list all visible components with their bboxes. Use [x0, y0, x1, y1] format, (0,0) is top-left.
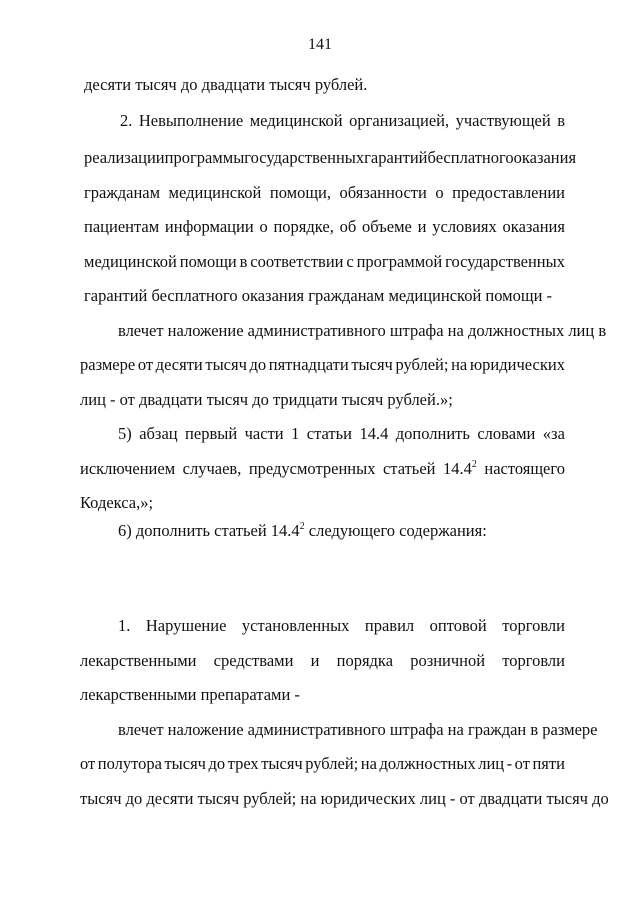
word — [443, 459, 477, 479]
word: десяти — [155, 355, 203, 374]
word: «за — [542, 424, 565, 443]
word: предоставлении — [452, 183, 565, 202]
word: программой — [356, 252, 443, 271]
superscript: 2 — [471, 458, 477, 470]
text-line: влечет наложение административного штрафа на граждан в размере — [118, 720, 598, 739]
word: объеме — [362, 217, 412, 236]
word: трех — [227, 754, 259, 773]
word: программы — [164, 148, 245, 167]
word: тысяч — [261, 754, 303, 773]
text-segment: следующего содержания: — [304, 521, 487, 540]
word: статьи — [306, 424, 352, 443]
word: от — [137, 355, 154, 374]
text-line: Кодекса,»; — [80, 493, 154, 512]
word: правил — [364, 616, 415, 635]
text-line — [84, 183, 565, 203]
word: пациентам — [84, 217, 160, 236]
word: оптовой — [429, 616, 487, 635]
word: 1. — [118, 616, 131, 635]
word: должностных — [379, 754, 476, 773]
text-line: гарантий бесплатного оказания гражданам медицинской помощи - — [84, 286, 553, 305]
word: оказания — [513, 148, 577, 167]
word: размере — [80, 355, 136, 374]
word: части — [244, 424, 284, 443]
text-line: лекарственными препаратами - — [80, 685, 300, 704]
word: лиц — [478, 754, 505, 773]
word: оказания — [502, 217, 565, 236]
text-line — [80, 459, 565, 479]
word: организацией, — [349, 111, 450, 130]
word: медицинской — [168, 183, 262, 202]
text-line — [118, 616, 565, 636]
word: об — [339, 217, 357, 236]
page-number: 141 — [308, 36, 332, 53]
word: от — [80, 754, 96, 773]
word: статьей — [382, 459, 436, 478]
word: 2. — [120, 111, 133, 130]
word: гарантий — [364, 148, 428, 167]
word: рублей; — [305, 754, 359, 773]
word: о — [435, 183, 444, 202]
text-line — [84, 148, 577, 168]
word: 14.4 — [359, 424, 389, 443]
word: реализации — [84, 148, 165, 167]
word: на — [451, 355, 468, 374]
word: юридических — [469, 355, 565, 374]
article-heading — [118, 561, 126, 581]
word: информации — [164, 217, 254, 236]
word: в — [557, 111, 565, 130]
word: 5) — [118, 424, 132, 443]
word: первый — [185, 424, 238, 443]
word: медицинской — [249, 111, 343, 130]
word: порядке, — [273, 217, 334, 236]
word: порядка — [336, 651, 394, 670]
word: средствами — [213, 651, 294, 670]
paragraph-2-line-1 — [120, 111, 565, 131]
word: словами — [477, 424, 536, 443]
word: пяти — [532, 754, 565, 773]
word: тысяч — [351, 355, 393, 374]
word: Невыполнение — [138, 111, 244, 130]
text-line — [80, 651, 565, 671]
word: соответствии — [250, 252, 344, 271]
word: установленных — [241, 616, 350, 635]
text-line — [118, 521, 487, 541]
word: розничной — [410, 651, 486, 670]
word: исключением — [80, 459, 176, 478]
word: лекарственными — [80, 651, 197, 670]
word: настоящего — [484, 459, 565, 478]
word: о — [259, 217, 268, 236]
word: до — [208, 754, 226, 773]
word: дополнить — [395, 424, 470, 443]
text-line — [84, 252, 565, 272]
word: Нарушение — [145, 616, 227, 635]
word: от — [514, 754, 530, 773]
word: помощи — [179, 252, 237, 271]
article-number: 14.4 — [442, 459, 472, 478]
word: государственных — [445, 252, 565, 271]
text-line — [118, 424, 565, 444]
word: тысяч — [164, 754, 206, 773]
text-line — [80, 754, 565, 774]
word: до — [249, 355, 267, 374]
text-line: десяти тысяч до двадцати тысяч рублей. — [84, 75, 368, 94]
word: торговли — [502, 651, 565, 670]
word: и — [310, 651, 320, 670]
word: с — [346, 252, 354, 271]
word: в — [239, 252, 248, 271]
text-line: лиц - от двадцати тысяч до тридцати тысяч рублей.»; — [80, 390, 453, 409]
word: помощи, — [269, 183, 332, 202]
text-segment: 6) дополнить статьей 14.4 — [118, 521, 300, 540]
word: государственных — [244, 148, 365, 167]
text-line: тысяч до десяти тысяч рублей; на юридических лиц - от двадцати тысяч до — [80, 789, 609, 808]
word: 1 — [291, 424, 300, 443]
word: предусмотренных — [248, 459, 376, 478]
word: условиях — [432, 217, 497, 236]
word: и — [417, 217, 427, 236]
word: абзац — [139, 424, 178, 443]
text-line — [84, 217, 565, 237]
word: бесплатного — [427, 148, 514, 167]
word: торговли — [502, 616, 565, 635]
word: тысяч — [205, 355, 247, 374]
word: - — [506, 754, 513, 773]
word: полутора — [97, 754, 162, 773]
word: пятнадцати — [268, 355, 349, 374]
word: обязанности — [339, 183, 427, 202]
word: рублей; — [395, 355, 449, 374]
superscript: 2 — [299, 520, 305, 532]
word: гражданам — [84, 183, 161, 202]
word: участвующей — [455, 111, 551, 130]
word: медицинской — [84, 252, 177, 271]
word: на — [360, 754, 377, 773]
text-line — [80, 355, 565, 375]
word: случаев, — [182, 459, 242, 478]
text-line: влечет наложение административного штрафа на должностных лиц в — [118, 321, 607, 340]
